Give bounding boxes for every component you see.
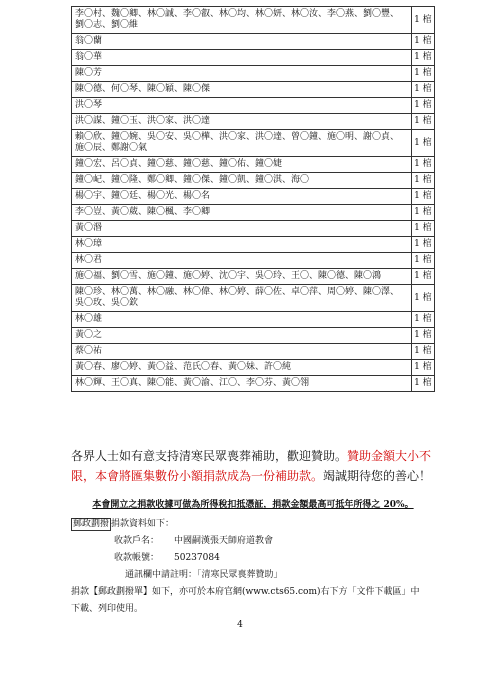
donor-names: 楊〇宇、鐘〇廷、楊〇光、楊〇名 bbox=[72, 189, 412, 205]
postal-transfer-tag: 郵政劃撥 bbox=[73, 519, 110, 529]
coffin-count: 1 棺 bbox=[411, 173, 434, 189]
table-row bbox=[72, 189, 435, 205]
donor-names: 洪〇謀、鐘〇玉、洪〇家、洪〇達 bbox=[72, 114, 412, 130]
donor-names: 鐘〇宏、呂〇貞、鐘〇慈、鐘〇慈、鐘〇佑、鐘〇婕 bbox=[72, 157, 412, 173]
table-row bbox=[72, 157, 435, 173]
donation-notice bbox=[71, 446, 435, 486]
donor-names: 黃〇春、廖〇婷、黃〇益、范氏〇春、黃〇妹、許〇純 bbox=[72, 360, 412, 376]
coffin-count: 1 棺 bbox=[411, 50, 434, 66]
donor-names: 林〇璋 bbox=[72, 237, 412, 253]
table-row bbox=[72, 173, 435, 189]
donor-names: 洪〇琴 bbox=[72, 98, 412, 114]
account-number: 50237084 bbox=[174, 553, 220, 563]
bank-intro: 捐款資料如下： bbox=[111, 519, 175, 529]
table-row bbox=[72, 98, 435, 114]
table-row bbox=[72, 205, 435, 221]
coffin-count: 1 棺 bbox=[411, 98, 434, 114]
donor-names: 翁〇華 bbox=[72, 50, 412, 66]
table-row bbox=[72, 50, 435, 66]
table-row bbox=[72, 221, 435, 237]
bank-intro-row bbox=[71, 516, 441, 533]
table-row bbox=[72, 7, 435, 34]
donor-table-body bbox=[72, 7, 435, 392]
coffin-count: 1 棺 bbox=[411, 344, 434, 360]
download-line-1: 捐款【郵政劃撥單】如下，亦可於本府官網(www.cts65.com)右下方「文件下載區」中 bbox=[71, 587, 420, 597]
table-row bbox=[72, 237, 435, 253]
table-row bbox=[72, 34, 435, 50]
notice-highlight: 贊助金額大小不限，本會將匯集數份小額捐款成為一份補助款。 bbox=[71, 449, 432, 483]
coffin-count: 1 棺 bbox=[411, 328, 434, 344]
table-row bbox=[72, 130, 435, 157]
table-row bbox=[72, 114, 435, 130]
donor-names: 林〇君 bbox=[72, 253, 412, 269]
coffin-count: 1 棺 bbox=[411, 205, 434, 221]
donor-names: 翁〇蘭 bbox=[72, 34, 412, 50]
table-row bbox=[72, 376, 435, 392]
coffin-count: 1 棺 bbox=[411, 82, 434, 98]
notice-closing: 竭誠期待您的善心！ bbox=[323, 469, 432, 483]
donor-names: 林〇輝、王〇真、陳〇能、黃〇渝、江〇、李〇芬、黃〇翎 bbox=[72, 376, 412, 392]
coffin-count: 1 棺 bbox=[411, 114, 434, 130]
donor-names: 黃〇之 bbox=[72, 328, 412, 344]
table-row bbox=[72, 285, 435, 312]
coffin-count: 1 棺 bbox=[411, 360, 434, 376]
coffin-count: 1 棺 bbox=[411, 285, 434, 312]
donor-names: 施〇福、劉〇雪、施〇鐘、施〇婷、沈〇宇、吳〇玲、王〇、陳〇德、陳〇鴻 bbox=[72, 269, 412, 285]
donor-names: 蔡〇祐 bbox=[72, 344, 412, 360]
donor-names: 陳〇德、何〇琴、陳〇穎、陳〇傑 bbox=[72, 82, 412, 98]
page-number: 4 bbox=[237, 620, 243, 630]
coffin-count: 1 棺 bbox=[411, 269, 434, 285]
memo-line: 通訊欄中請註明：「清寒民眾喪葬贊助」 bbox=[125, 570, 283, 580]
notice-text: 各界人士如有意支持清寒民眾喪葬補助，歡迎贊助。 bbox=[71, 449, 348, 463]
coffin-count: 1 棺 bbox=[411, 66, 434, 82]
coffin-count: 1 棺 bbox=[411, 7, 434, 34]
coffin-count: 1 棺 bbox=[411, 221, 434, 237]
table-row bbox=[72, 269, 435, 285]
download-line-2: 下載、列印使用。 bbox=[71, 604, 144, 614]
table-row bbox=[72, 312, 435, 328]
donor-table bbox=[71, 6, 435, 392]
coffin-count: 1 棺 bbox=[411, 312, 434, 328]
donor-names: 賴〇欣、鐘〇婉、吳〇安、吳〇樺、洪〇家、洪〇達、曾〇鐘、施〇明、謝〇貞、施〇辰、鄭謝〇氣 bbox=[72, 130, 412, 157]
coffin-count: 1 棺 bbox=[411, 34, 434, 50]
donor-names: 鐘〇屺、鐘〇隆、鄭〇卿、鐘〇傑、鐘〇凱、鐘〇淇、海〇 bbox=[72, 173, 412, 189]
donor-names: 黃〇湣 bbox=[72, 221, 412, 237]
donor-names: 李〇豈、黃〇葳、陳〇楓、李〇卿 bbox=[72, 205, 412, 221]
tax-deduction-note: 本會開立之捐款收據可做為所得稅扣抵憑証，捐款金額最高可抵年所得之 20%。 bbox=[92, 500, 414, 510]
account-number-label: 收款帳號： bbox=[114, 553, 160, 563]
account-name-row bbox=[71, 533, 441, 550]
coffin-count: 1 棺 bbox=[411, 130, 434, 157]
table-row bbox=[72, 328, 435, 344]
donor-names: 陳〇芳 bbox=[72, 66, 412, 82]
table-row bbox=[72, 82, 435, 98]
table-row bbox=[72, 66, 435, 82]
account-name: 中國嗣漢張天師府道教會 bbox=[174, 536, 274, 546]
table-row bbox=[72, 344, 435, 360]
table-row bbox=[72, 360, 435, 376]
coffin-count: 1 棺 bbox=[411, 237, 434, 253]
account-number-row bbox=[71, 550, 441, 567]
bank-info bbox=[71, 516, 441, 618]
coffin-count: 1 棺 bbox=[411, 253, 434, 269]
account-name-label: 收款戶名： bbox=[114, 536, 160, 546]
table-row bbox=[72, 253, 435, 269]
donor-names: 李〇村、魏〇卿、林〇誠、李〇叡、林〇均、林〇妍、林〇汝、李〇燕、劉〇豐、劉〇志、劉〇維 bbox=[72, 7, 412, 34]
coffin-count: 1 棺 bbox=[411, 376, 434, 392]
coffin-count: 1 棺 bbox=[411, 157, 434, 173]
donor-names: 陳〇珍、林〇萬、林〇融、林〇偉、林〇婷、薛〇佐、卓〇萍、周〇婷、陳〇澤、吳〇玫、吳〇欽 bbox=[72, 285, 412, 312]
donor-names: 林〇雄 bbox=[72, 312, 412, 328]
coffin-count: 1 棺 bbox=[411, 189, 434, 205]
